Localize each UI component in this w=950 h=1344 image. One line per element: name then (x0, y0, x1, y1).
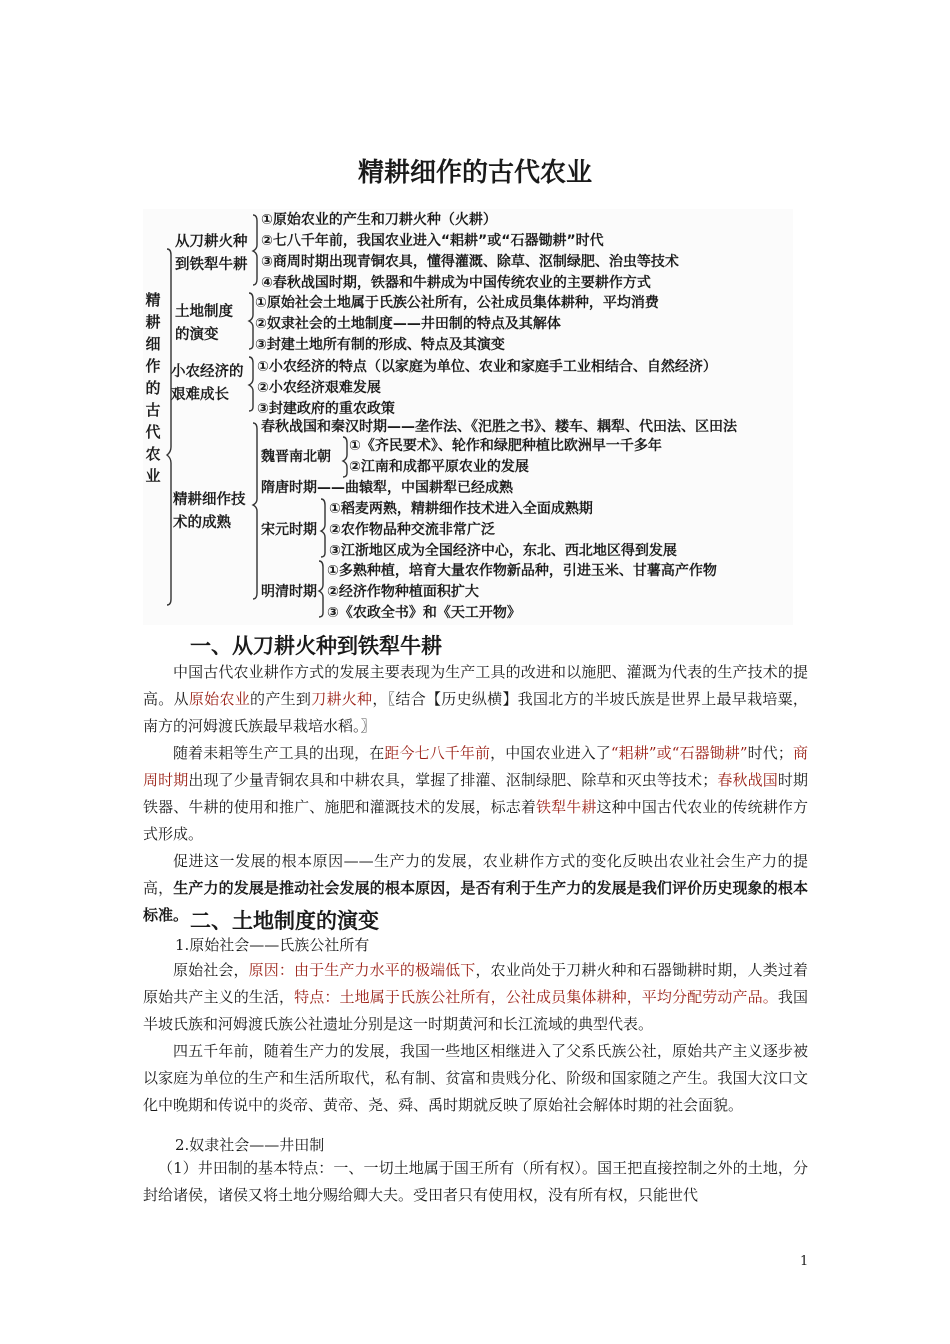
diagram-item: ③《农政全书》和《天工开物》 (327, 605, 521, 621)
page-title: 精耕细作的古代农业 (357, 158, 592, 188)
diagram-category-2: 土地制度的演变 (175, 304, 233, 343)
diagram-item: ②经济作物种植面积扩大 (327, 584, 479, 600)
paragraph: （1）井田制的基本特点：一、一切土地属于国王所有（所有权）。国王把直接控制之外的土地，分封给诸侯，诸侯又将土地分赐给卿大夫。受田者只有使用权，没有所有权，只能世代 (143, 1159, 808, 1204)
diagram-period-label: 明清时期 (261, 584, 317, 600)
diagram-item: ④春秋战国时期，铁器和牛耕成为中国传统农业的主要耕作方式 (261, 275, 651, 291)
diagram-item: ①多熟种植，培育大量农作物新品种，引进玉米、甘薯高产作物 (327, 563, 717, 579)
paragraph: 中国古代农业耕作方式的发展主要表现为生产工具的改进和以施肥、灌溉为代表的生产技术的提高。从原始农业的产生到刀耕火种，〖结合【历史纵横】我国北方的半坡氏族是世界上最早栽培粟，南方的河姆渡氏族最早栽培水稻。〗 (143, 663, 808, 735)
diagram-category-1: 从刀耕火种到铁犁牛耕 (175, 234, 248, 273)
diagram-category-3: 小农经济的艰难成长 (171, 364, 244, 403)
diagram-root-label: 精耕细作的古代农业 (145, 291, 161, 485)
diagram-item: ②小农经济艰难发展 (257, 380, 381, 396)
diagram-item: ①稻麦两熟，精耕细作技术进入全面成熟期 (329, 501, 593, 517)
diagram-item: ③封建土地所有制的形成、特点及其演变 (255, 337, 505, 353)
diagram-item: 隋唐时期——曲辕犁，中国耕犁已经成熟 (261, 480, 513, 496)
section-1-body (143, 659, 808, 929)
diagram-item: ③封建政府的重农政策 (257, 401, 395, 417)
diagram-item: ③商周时期出现青铜农具，懂得灌溉、除草、沤制绿肥、治虫等技术 (261, 254, 679, 270)
diagram-item: ①《齐民要术》、轮作和绿肥种植比欧洲早一千多年 (349, 438, 662, 454)
outline-diagram (143, 209, 793, 625)
paragraph: 四五千年前，随着生产力的发展，我国一些地区相继进入了父系氏族公社，原始共产主义逐步被以家庭为单位的生产和生活所取代，私有制、贫富和贵贱分化、阶级和国家随之产生。我国大汶口文化中晚期和传说中的炎帝、黄帝、尧、舜、禹时期就反映了原始社会解体时期的社会面貌。 (143, 1042, 808, 1114)
paragraph: 原始社会，原因：由于生产力水平的极端低下，农业尚处于刀耕火种和石器锄耕时期，人类过着原始共产主义的生活，特点：土地属于氏族公社所有，公社成员集体耕种，平均分配劳动产品。我国半坡氏族和河姆渡氏族公社遗址分别是这一时期黄河和长江流域的典型代表。 (143, 961, 808, 1033)
diagram-item: ②江南和成都平原农业的发展 (349, 459, 529, 475)
diagram-category-4: 精耕细作技术的成熟 (173, 492, 246, 531)
diagram-period-label: 魏晋南北朝 (261, 449, 331, 465)
paragraph: 随着耒耜等生产工具的出现，在距今七八千年前，中国农业进入了“耜耕”或“石器锄耕”时代；商周时期出现了少量青铜农具和中耕农具，掌握了排灌、沤制绿肥、除草和灭虫等技术；春秋战国时期铁器、牛耕的使用和推广、施肥和灌溉技术的发展，标志着铁犁牛耕这种中国古代农业的传统耕作方式形成。 (143, 744, 808, 843)
section-2-body-a (143, 957, 808, 1119)
diagram-item: ①原始社会土地属于氏族公社所有，公社成员集体耕种，平均消费 (255, 295, 659, 311)
paragraph: 促进这一发展的根本原因——生产力的发展，农业耕作方式的变化反映出农业社会生产力的提高，生产力的发展是推动社会发展的根本原因，是否有利于生产力的发展是我们评价历史现象的根本标准。 (143, 852, 808, 924)
diagram-item: ③江浙地区成为全国经济中心，东北、西北地区得到发展 (329, 543, 677, 559)
section-heading-1: 一、从刀耕火种到铁犁牛耕 (190, 634, 442, 658)
subheading: 1.原始社会——氏族公社所有 (175, 936, 370, 954)
diagram-item: ①小农经济的特点（以家庭为单位、农业和家庭手工业相结合、自然经济） (257, 359, 717, 375)
subheading: 2.奴隶社会——井田制 (175, 1136, 325, 1154)
diagram-item: ②奴隶社会的土地制度——井田制的特点及其解体 (255, 316, 561, 332)
diagram-item: ②七八千年前，我国农业进入“耜耕”或“石器锄耕”时代 (261, 233, 604, 249)
diagram-period-label: 宋元时期 (261, 522, 317, 538)
page-number: 1 (800, 1254, 809, 1269)
diagram-item: ②农作物品种交流非常广泛 (329, 522, 495, 538)
diagram-item: ①原始农业的产生和刀耕火种（火耕） (261, 212, 497, 228)
diagram-item: 春秋战国和秦汉时期——垄作法、《汜胜之书》、耧车、耦犁、代田法、区田法 (261, 419, 737, 435)
section-heading-2: 二、土地制度的演变 (190, 909, 379, 933)
section-2-body-b (143, 1155, 808, 1209)
